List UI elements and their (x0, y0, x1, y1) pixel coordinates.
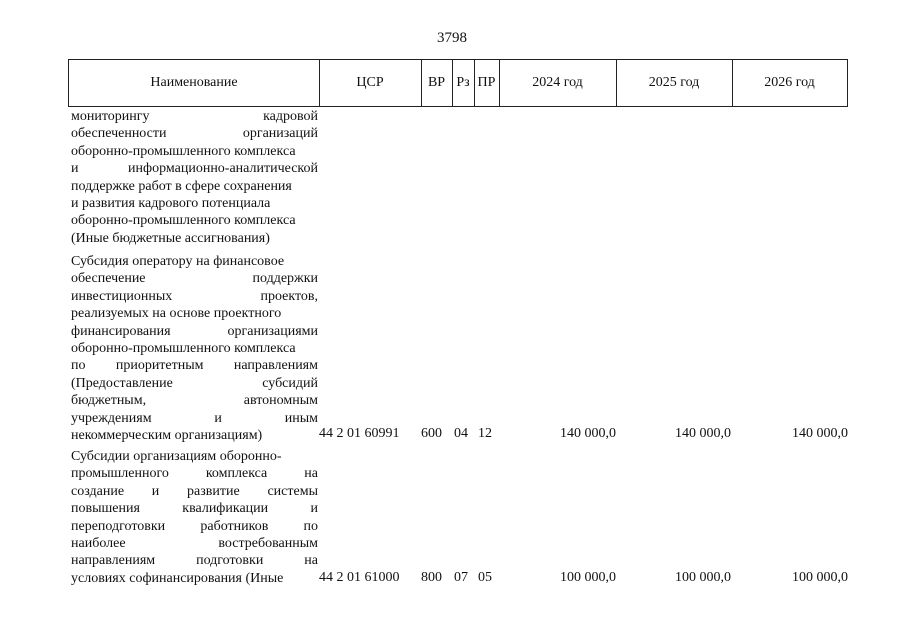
word: субсидий (262, 375, 318, 391)
row-pr-2: 05 (478, 570, 492, 585)
header-vr: ВР (427, 75, 446, 90)
word: автономным (243, 393, 318, 409)
word: квалификации (182, 501, 269, 517)
name-line (71, 410, 318, 427)
word: финансирования (71, 323, 171, 339)
row-name-1 (71, 253, 318, 444)
row-name-0 (71, 108, 318, 247)
word: и (71, 161, 79, 177)
table-header (68, 59, 848, 107)
word: по (303, 518, 318, 534)
name-line: (Иные бюджетные ассигнования) (71, 230, 270, 246)
word: наиболее (71, 535, 126, 551)
name-line (71, 160, 318, 177)
word: системы (267, 483, 318, 499)
word: востребованным (218, 535, 318, 551)
header-name: Наименование (150, 75, 238, 90)
name-line (71, 323, 318, 340)
word: создание (71, 483, 125, 499)
row-rz-2: 07 (454, 570, 468, 585)
name-line: поддержке работ в сфере сохранения (71, 178, 292, 194)
name-line: Субсидии организациям оборонно- (71, 449, 282, 464)
word: проектов, (260, 288, 318, 304)
word: работников (200, 518, 269, 534)
name-line (71, 392, 318, 409)
row-name-2 (71, 448, 318, 587)
name-line: реализуемых на основе проектного (71, 306, 282, 322)
word: обеспеченности (71, 126, 167, 142)
word: обеспечение (71, 271, 146, 287)
header-2024: 2024 год (532, 75, 583, 90)
name-line (71, 552, 318, 569)
row-csr-1: 44 2 01 60991 (319, 426, 400, 441)
word: подготовки (196, 553, 264, 569)
name-line (71, 375, 318, 392)
header-csr: ЦСР (356, 75, 384, 90)
name-line: Субсидия оператору на финансовое (71, 254, 285, 269)
name-line (71, 108, 318, 125)
name-line (71, 357, 318, 374)
word: и (151, 483, 160, 499)
word: инвестиционных (71, 288, 173, 304)
word: организациями (227, 323, 318, 339)
word: по (71, 358, 86, 374)
row-rz-1: 04 (454, 426, 468, 441)
word: мониторингу (71, 109, 150, 124)
row-2025-1: 140 000,0 (675, 426, 731, 441)
word: и (214, 410, 222, 426)
row-vr-2: 800 (421, 570, 442, 585)
word: организаций (242, 126, 318, 142)
word: приоритетным (115, 358, 204, 374)
word: кадровой (263, 109, 318, 124)
row-pr-1: 12 (478, 426, 492, 441)
name-line: оборонно-промышленного комплекса (71, 340, 296, 356)
word: поддержки (252, 271, 318, 287)
header-pr: ПР (477, 75, 496, 90)
word: направлениям (233, 358, 318, 374)
row-2024-2: 100 000,0 (560, 570, 616, 585)
name-line: оборонно-промышленного комплекса (71, 143, 296, 159)
header-rz: Рз (456, 75, 470, 90)
row-2026-1: 140 000,0 (792, 426, 848, 441)
name-line: некоммерческим организациям) (71, 427, 263, 443)
name-line (71, 518, 318, 535)
row-vr-1: 600 (421, 426, 442, 441)
word: развитие (187, 483, 240, 499)
row-2024-1: 140 000,0 (560, 426, 616, 441)
name-line (71, 125, 318, 142)
word: комплекса (205, 466, 268, 482)
word: переподготовки (71, 518, 166, 534)
word: на (304, 553, 318, 569)
name-line (71, 288, 318, 305)
page-number: 3798 (437, 30, 467, 46)
row-2025-2: 100 000,0 (675, 570, 731, 585)
word: бюджетным, (71, 393, 147, 409)
word: промышленного (71, 466, 169, 482)
word: и (310, 501, 318, 517)
name-line: условиях софинансирования (Иные (71, 570, 284, 586)
row-2026-2: 100 000,0 (792, 570, 848, 585)
name-line (71, 535, 318, 552)
word: (Предоставление (71, 375, 173, 391)
name-line: оборонно-промышленного комплекса (71, 213, 296, 229)
word: учреждениям (71, 410, 152, 426)
row-csr-2: 44 2 01 61000 (319, 570, 400, 585)
word: на (304, 466, 318, 482)
word: информационно-аналитической (128, 161, 318, 177)
word: иным (284, 410, 318, 426)
name-line (71, 500, 318, 517)
header-2025: 2025 год (648, 75, 700, 90)
name-line (71, 483, 318, 500)
name-line (71, 465, 318, 482)
header-2026: 2026 год (764, 75, 815, 90)
word: направлениям (71, 553, 156, 569)
name-line (71, 270, 318, 287)
word: повышения (71, 501, 140, 517)
name-line: и развития кадрового потенциала (71, 195, 271, 211)
